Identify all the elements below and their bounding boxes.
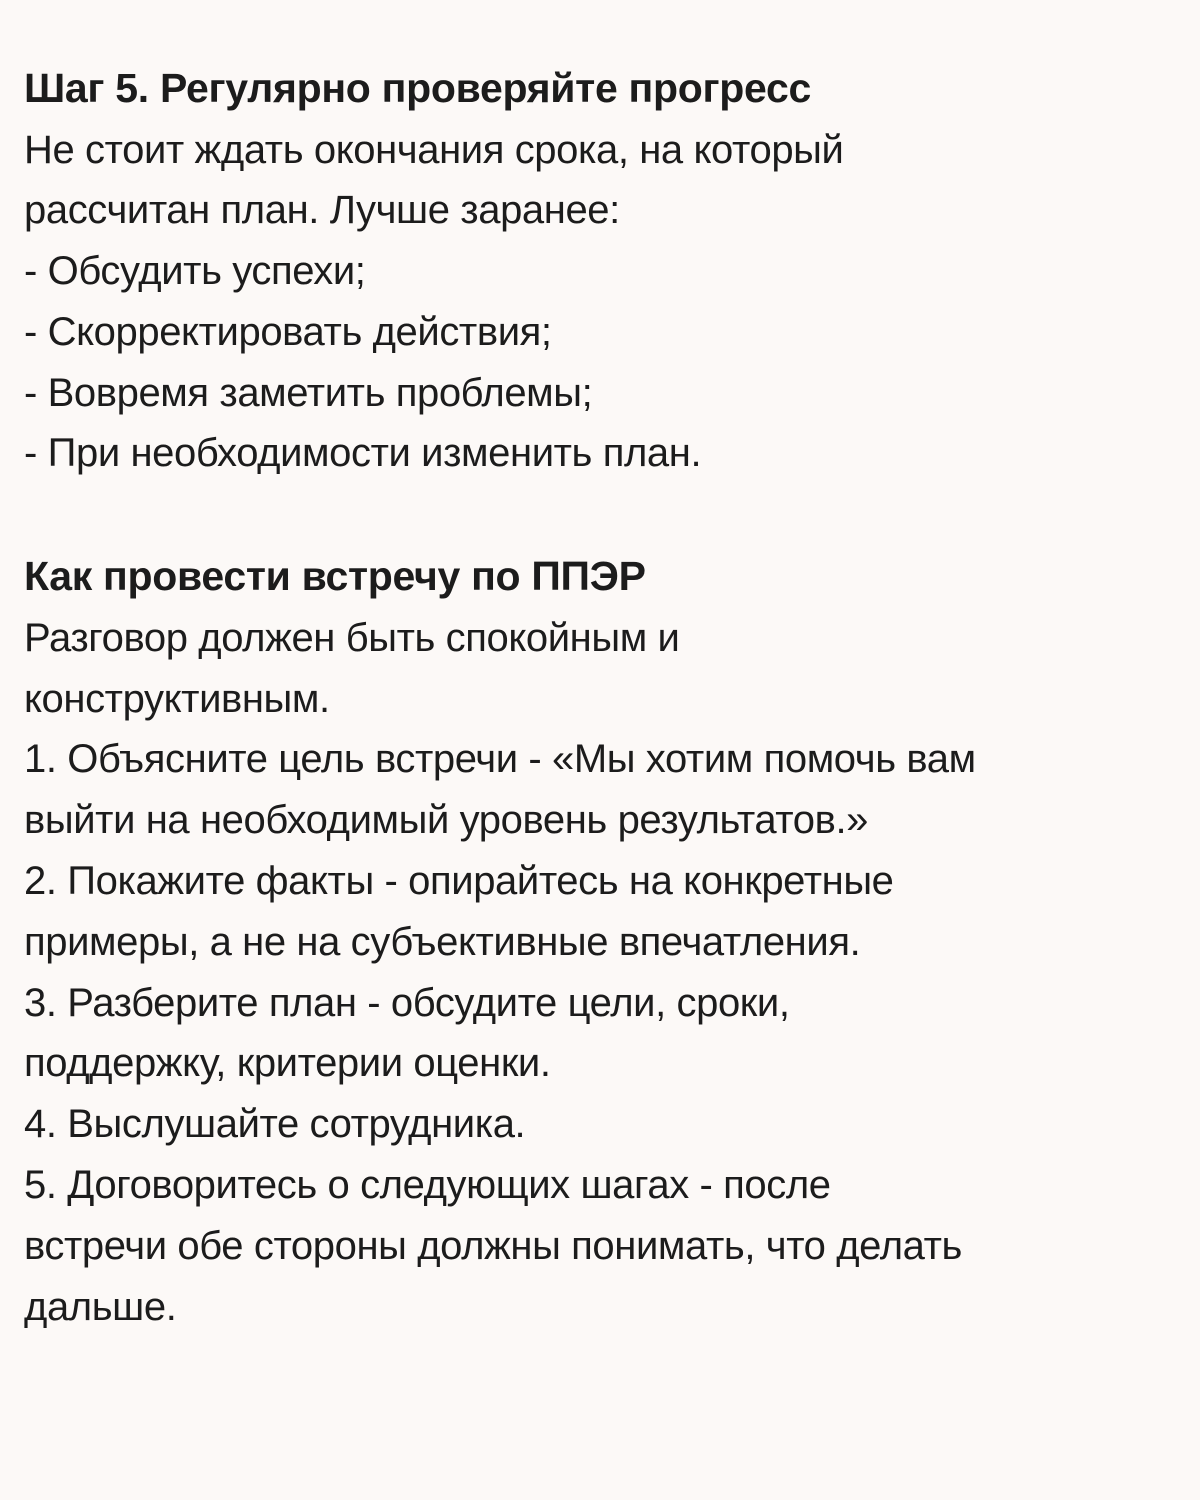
step5-section xyxy=(24,58,1178,484)
meeting-step-line: 4. Выслушайте сотрудника. xyxy=(24,1102,526,1147)
meeting-heading: Как провести встречу по ППЭР xyxy=(24,553,646,600)
meeting-text-line: Разговор должен быть спокойным и xyxy=(24,615,680,660)
meeting-step-line: 2. Покажите факты - опирайтесь на конкретные xyxy=(24,858,894,903)
meeting-step-line: встречи обе стороны должны понимать, что делать xyxy=(24,1223,962,1268)
step5-list-item: - Скорректировать действия; xyxy=(24,309,552,354)
meeting-step-line: 5. Договоритесь о следующих шагах - после xyxy=(24,1162,831,1207)
step5-text-line: рассчитан план. Лучше заранее: xyxy=(24,188,620,233)
meeting-step-line: 3. Разберите план - обсудите цели, сроки, xyxy=(24,980,790,1025)
meeting-step-line: дальше. xyxy=(24,1284,177,1329)
step5-list-item: - Обсудить успехи; xyxy=(24,249,366,294)
step5-list-item: - Вовремя заметить проблемы; xyxy=(24,370,593,415)
meeting-section xyxy=(24,546,1178,1337)
step5-list-item: - При необходимости изменить план. xyxy=(24,431,702,476)
meeting-step-line: 1. Объясните цель встречи - «Мы хотим помочь вам xyxy=(24,737,976,782)
step5-text-line: Не стоит ждать окончания срока, на который xyxy=(24,127,844,172)
meeting-step-line: примеры, а не на субъективные впечатления. xyxy=(24,919,861,964)
step5-heading: Шаг 5. Регулярно проверяйте прогресс xyxy=(24,65,811,111)
meeting-step-line: выйти на необходимый уровень результатов.» xyxy=(24,798,869,843)
meeting-step-line: поддержку, критерии оценки. xyxy=(24,1041,551,1086)
meeting-text-line: конструктивным. xyxy=(24,676,330,721)
